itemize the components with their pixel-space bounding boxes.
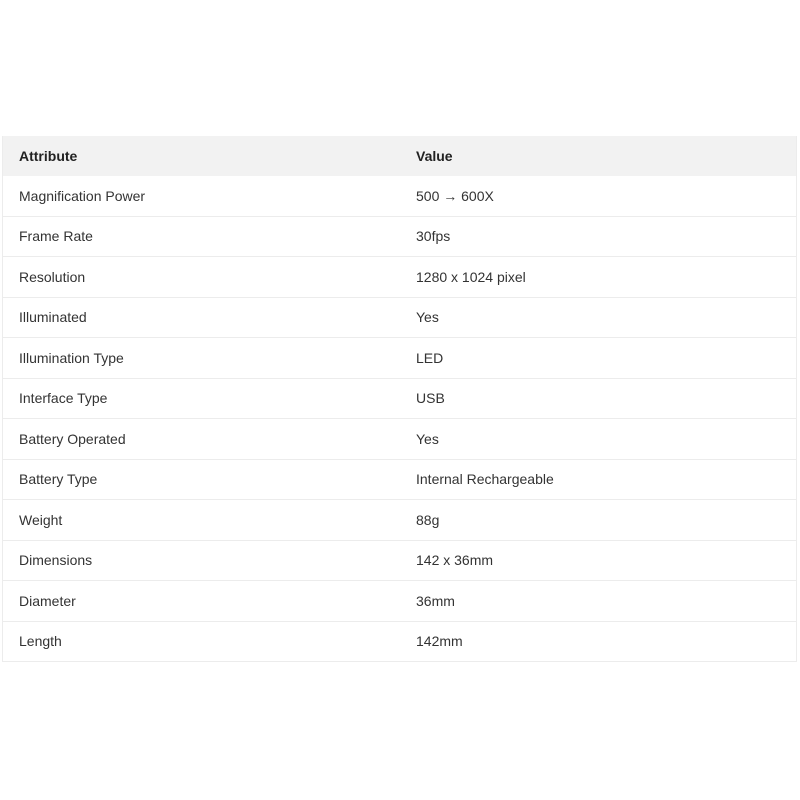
value-cell: 142mm (400, 621, 797, 662)
table-row (3, 621, 797, 662)
value-cell: 142 x 36mm (400, 540, 797, 581)
value-cell: 88g (400, 500, 797, 541)
table-row (3, 459, 797, 500)
table-body (3, 176, 797, 662)
attribute-cell: Illuminated (3, 297, 401, 338)
specifications-table (2, 136, 797, 662)
attribute-cell: Frame Rate (3, 216, 401, 257)
value-cell: USB (400, 378, 797, 419)
attribute-cell: Battery Type (3, 459, 401, 500)
table-row (3, 540, 797, 581)
attribute-cell: Illumination Type (3, 338, 401, 379)
value-cell: 1280 x 1024 pixel (400, 257, 797, 298)
attribute-cell: Diameter (3, 581, 401, 622)
value-cell: 30fps (400, 216, 797, 257)
value-cell: Yes (400, 297, 797, 338)
value-cell: Yes (400, 419, 797, 460)
attribute-cell: Length (3, 621, 401, 662)
value-cell: Internal Rechargeable (400, 459, 797, 500)
attribute-cell: Dimensions (3, 540, 401, 581)
attribute-cell: Interface Type (3, 378, 401, 419)
table-header (3, 136, 797, 176)
value-cell: 500 → 600X (400, 176, 797, 216)
attribute-cell: Weight (3, 500, 401, 541)
table-row (3, 419, 797, 460)
header-row (3, 136, 797, 176)
table-row (3, 378, 797, 419)
attribute-cell: Battery Operated (3, 419, 401, 460)
table-row (3, 216, 797, 257)
value-column-header: Value (416, 148, 453, 164)
value-cell: LED (400, 338, 797, 379)
table-row (3, 257, 797, 298)
table-row (3, 297, 797, 338)
attribute-cell: Resolution (3, 257, 401, 298)
table-row (3, 500, 797, 541)
attribute-column-header: Attribute (19, 148, 78, 164)
value-cell: 36mm (400, 581, 797, 622)
table-row (3, 176, 797, 216)
attribute-cell: Magnification Power (3, 176, 401, 216)
table-row (3, 338, 797, 379)
table-row (3, 581, 797, 622)
